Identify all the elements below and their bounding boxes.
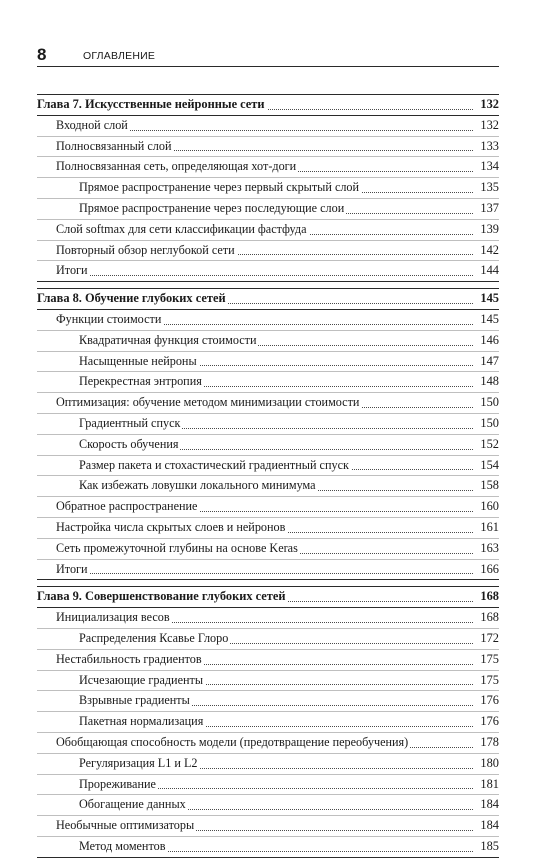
toc-section-entry[interactable] <box>37 241 499 262</box>
toc-subsection-entry[interactable] <box>37 671 499 692</box>
toc-subsection-entry[interactable] <box>37 476 499 497</box>
chapter-title: Глава 9. Совершенствование глубоких сетей <box>37 587 288 607</box>
entry-title: Насыщенные нейроны <box>79 352 199 372</box>
toc-section-entry[interactable] <box>37 733 499 754</box>
toc-section-entry[interactable] <box>37 497 499 518</box>
entry-title: Инициализация весов <box>56 608 172 628</box>
entry-title: Исчезающие градиенты <box>79 671 205 691</box>
leader-dots <box>56 275 473 276</box>
entry-title: Перекрестная энтропия <box>79 372 204 392</box>
chapter-block <box>37 288 499 580</box>
entry-page-number: 148 <box>477 372 499 392</box>
entry-page-number: 144 <box>477 261 499 281</box>
entry-page-number: 161 <box>477 518 499 538</box>
entry-title: Нестабильность градиентов <box>56 650 204 670</box>
toc-subsection-entry[interactable] <box>37 712 499 733</box>
entry-page-number: 152 <box>477 435 499 455</box>
entry-page-number: 181 <box>477 775 499 795</box>
entry-title: Обратное распространение <box>56 497 199 517</box>
toc-subsection-entry[interactable] <box>37 691 499 712</box>
toc-section-entry[interactable] <box>37 157 499 178</box>
entry-page-number: 154 <box>477 456 499 476</box>
toc-section-entry[interactable] <box>37 650 499 671</box>
toc-subsection-entry[interactable] <box>37 435 499 456</box>
toc-subsection-entry[interactable] <box>37 795 499 816</box>
chapter-heading[interactable] <box>37 288 499 310</box>
entry-title: Необычные оптимизаторы <box>56 816 196 836</box>
toc-subsection-entry[interactable] <box>37 456 499 477</box>
entry-page-number: 158 <box>477 476 499 496</box>
entry-title: Функции стоимости <box>56 310 163 330</box>
leader-dots <box>56 573 473 574</box>
chapter-page-number: 168 <box>477 587 499 607</box>
entry-title: Прямое распространение через последующие слои <box>79 199 346 219</box>
entry-title: Градиентный спуск <box>79 414 182 434</box>
entry-page-number: 176 <box>477 691 499 711</box>
chapter-block <box>37 586 499 857</box>
toc-subsection-entry[interactable] <box>37 331 499 352</box>
entry-page-number: 184 <box>477 795 499 815</box>
entry-page-number: 175 <box>477 650 499 670</box>
entry-title: Настройка числа скрытых слоев и нейронов <box>56 518 287 538</box>
running-header <box>37 44 499 67</box>
toc-subsection-entry[interactable] <box>37 199 499 220</box>
entry-page-number: 147 <box>477 352 499 372</box>
entry-page-number: 139 <box>477 220 499 240</box>
toc-section-entry[interactable] <box>37 116 499 137</box>
entry-page-number: 180 <box>477 754 499 774</box>
table-of-contents <box>37 94 499 858</box>
toc-subsection-entry[interactable] <box>37 178 499 199</box>
entry-title: Полносвязанный слой <box>56 137 173 157</box>
entry-title: Размер пакета и стохастический градиентный спуск <box>79 456 351 476</box>
entry-title: Обогащение данных <box>79 795 188 815</box>
toc-subsection-entry[interactable] <box>37 629 499 650</box>
entry-title: Итоги <box>56 560 90 580</box>
entry-title: Квадратичная функция стоимости <box>79 331 258 351</box>
entry-title: Распределения Ксавье Глоро <box>79 629 230 649</box>
entry-title: Регуляризация L1 и L2 <box>79 754 200 774</box>
toc-subsection-entry[interactable] <box>37 372 499 393</box>
entry-title: Входной слой <box>56 116 130 136</box>
entry-title: Прореживание <box>79 775 158 795</box>
chapter-page-number: 145 <box>477 289 499 309</box>
entry-page-number: 166 <box>477 560 499 580</box>
chapter-page-number: 132 <box>477 95 499 115</box>
entry-title: Оптимизация: обучение методом минимизации стоимости <box>56 393 361 413</box>
entry-title: Обобщающая способность модели (предотвращение переобучения) <box>56 733 410 753</box>
toc-subsection-entry[interactable] <box>37 352 499 373</box>
running-title: ОГЛАВЛЕНИЕ <box>83 50 156 62</box>
toc-subsection-entry[interactable] <box>37 837 499 857</box>
entry-page-number: 175 <box>477 671 499 691</box>
entry-title: Сеть промежуточной глубины на основе Keras <box>56 539 300 559</box>
entry-page-number: 185 <box>477 837 499 857</box>
chapter-heading[interactable] <box>37 94 499 116</box>
entry-title: Как избежать ловушки локального минимума <box>79 476 318 496</box>
entry-page-number: 134 <box>477 157 499 177</box>
entry-page-number: 145 <box>477 310 499 330</box>
entry-title: Взрывные градиенты <box>79 691 192 711</box>
entry-page-number: 132 <box>477 116 499 136</box>
entry-title: Скорость обучения <box>79 435 180 455</box>
toc-section-entry[interactable] <box>37 137 499 158</box>
toc-section-entry[interactable] <box>37 220 499 241</box>
entry-page-number: 133 <box>477 137 499 157</box>
entry-page-number: 178 <box>477 733 499 753</box>
chapter-title: Глава 8. Обучение глубоких сетей <box>37 289 228 309</box>
entry-title: Повторный обзор неглубокой сети <box>56 241 237 261</box>
entry-page-number: 150 <box>477 393 499 413</box>
entry-page-number: 176 <box>477 712 499 732</box>
entry-page-number: 135 <box>477 178 499 198</box>
entry-page-number: 168 <box>477 608 499 628</box>
toc-section-entry[interactable] <box>37 560 499 580</box>
toc-subsection-entry[interactable] <box>37 414 499 435</box>
entry-title: Прямое распространение через первый скрытый слой <box>79 178 361 198</box>
entry-page-number: 146 <box>477 331 499 351</box>
entry-title: Полносвязанная сеть, определяющая хот-доги <box>56 157 298 177</box>
toc-section-entry[interactable] <box>37 608 499 629</box>
toc-section-entry[interactable] <box>37 539 499 560</box>
entry-title: Метод моментов <box>79 837 167 857</box>
entry-title: Слой softmax для сети классификации фастфуда <box>56 220 309 240</box>
toc-subsection-entry[interactable] <box>37 775 499 796</box>
toc-section-entry[interactable] <box>37 310 499 331</box>
entry-page-number: 163 <box>477 539 499 559</box>
entry-page-number: 172 <box>477 629 499 649</box>
entry-page-number: 137 <box>477 199 499 219</box>
entry-page-number: 160 <box>477 497 499 517</box>
toc-section-entry[interactable] <box>37 393 499 414</box>
toc-section-entry[interactable] <box>37 816 499 837</box>
entry-page-number: 142 <box>477 241 499 261</box>
entry-title: Пакетная нормализация <box>79 712 205 732</box>
toc-section-entry[interactable] <box>37 518 499 539</box>
toc-subsection-entry[interactable] <box>37 754 499 775</box>
entry-title: Итоги <box>56 261 90 281</box>
entry-page-number: 150 <box>477 414 499 434</box>
chapter-block <box>37 94 499 282</box>
chapter-title: Глава 7. Искусственные нейронные сети <box>37 95 267 115</box>
toc-section-entry[interactable] <box>37 261 499 281</box>
page-number: 8 <box>37 45 47 64</box>
chapter-heading[interactable] <box>37 586 499 608</box>
entry-page-number: 184 <box>477 816 499 836</box>
